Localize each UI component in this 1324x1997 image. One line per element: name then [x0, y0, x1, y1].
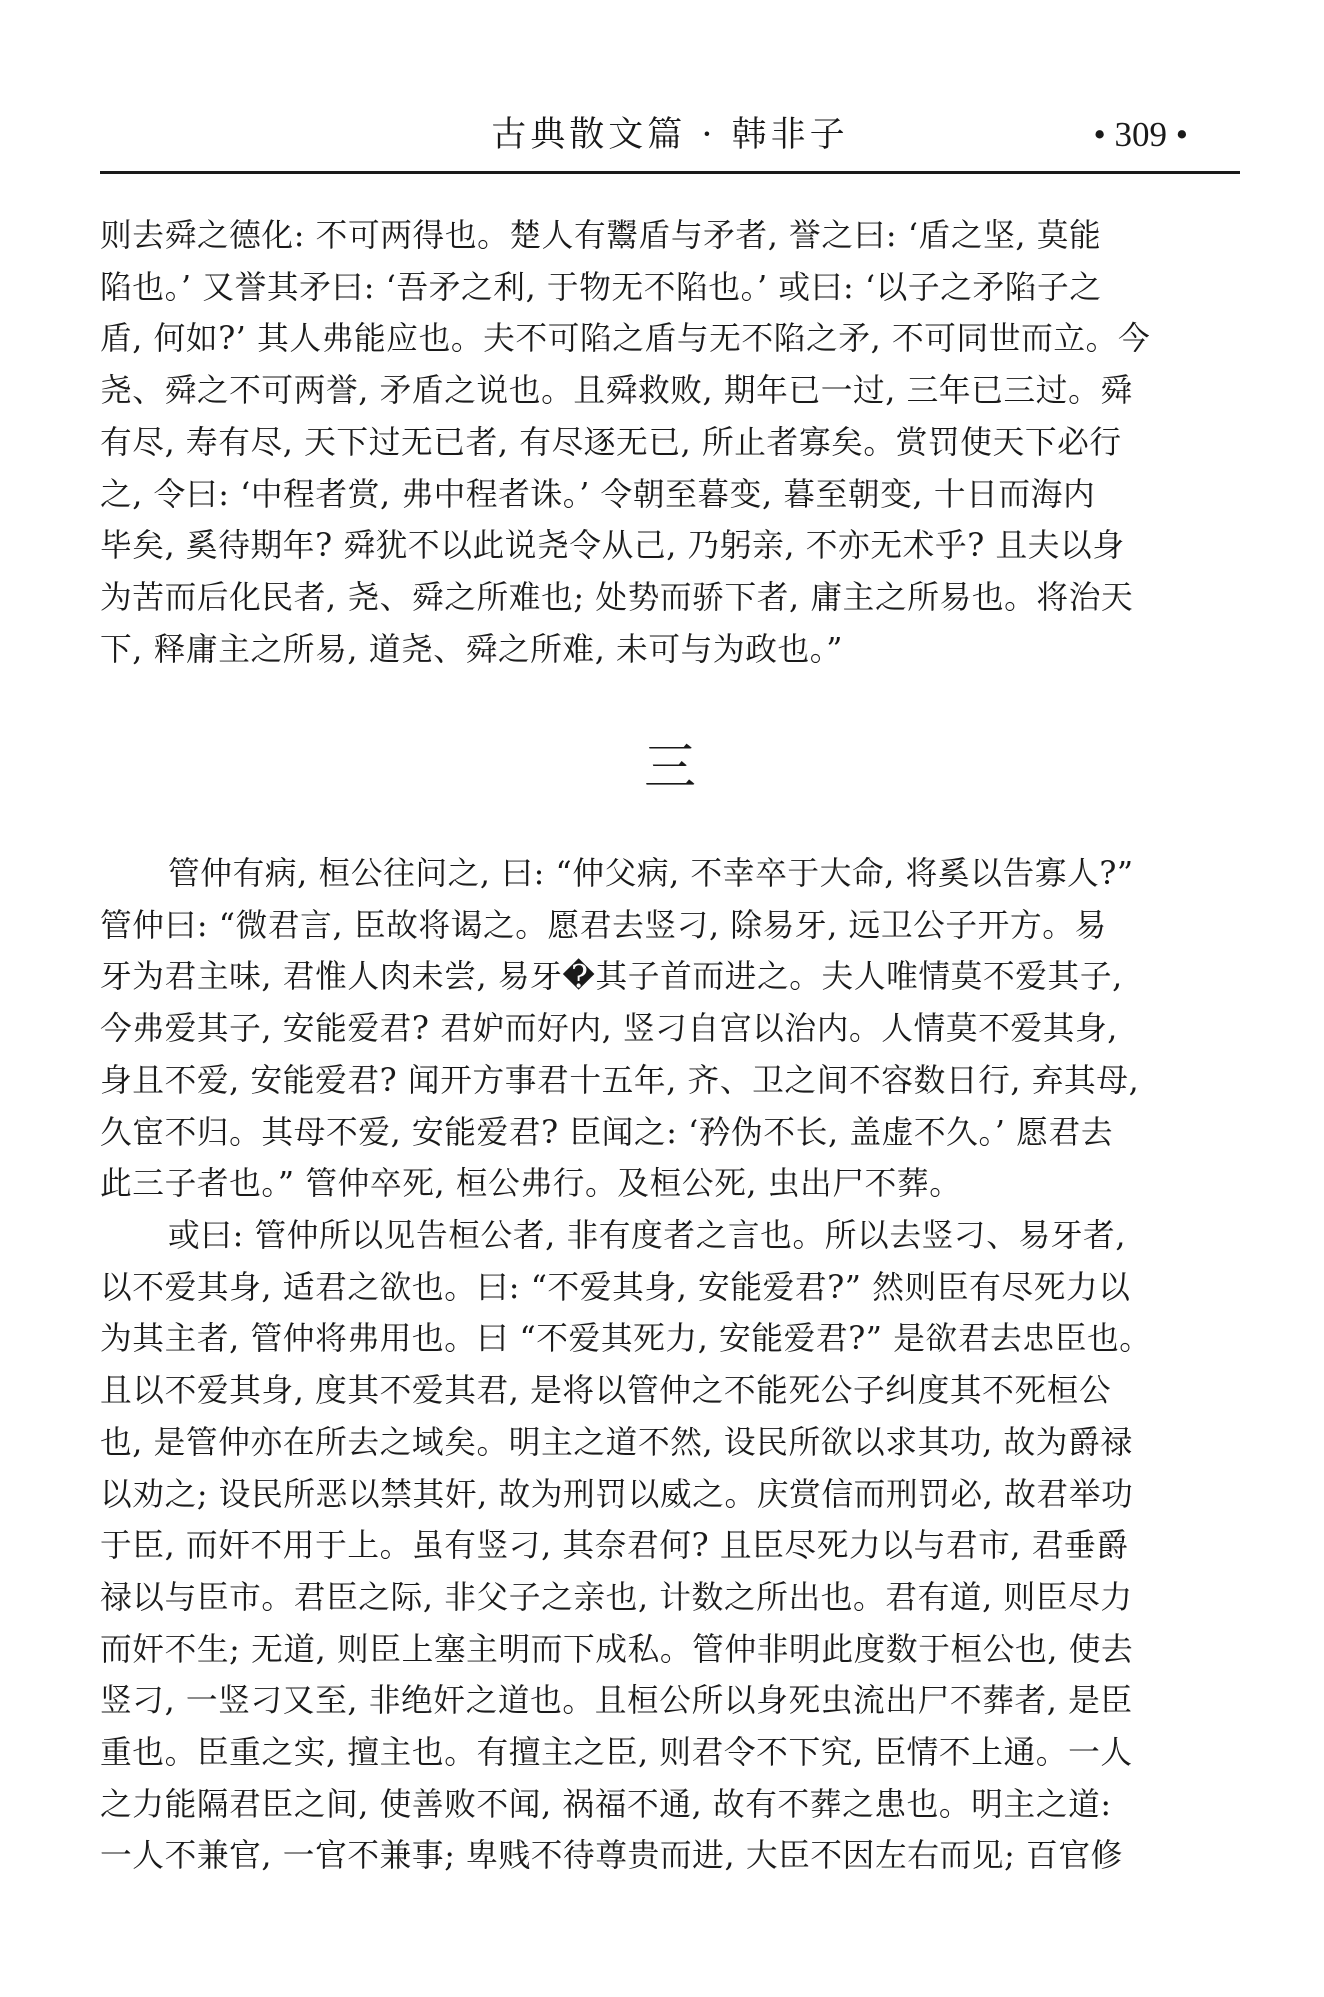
text-line: 有尽, 寿有尽, 天下过无已者, 有尽逐无已, 所止者寡矣。赏罚使天下必行 — [100, 424, 1122, 461]
text-line: 也, 是管仲亦在所去之域矣。明主之道不然, 设民所欲以求其功, 故为爵禄 — [100, 1424, 1133, 1461]
text-line: 或曰: 管仲所以见告桓公者, 非有度者之言也。所以去竖刁、易牙者, — [168, 1218, 1127, 1254]
text-line: 盾, 何如?’ 其人弗能应也。夫不可陷之盾与无不陷之矛, 不可同世而立。今 — [100, 321, 1151, 358]
text-line: 且以不爱其身, 度其不爱其君, 是将以管仲之不能死公子纠度其不死桓公 — [100, 1373, 1112, 1410]
text-line: 则去舜之德化: 不可两得也。楚人有鬻盾与矛者, 誉之曰: ‘盾之坚, 莫能 — [100, 218, 1102, 254]
text-line: 此三子者也。” 管仲卒死, 桓公弗行。及桓公死, 虫出尸不葬。 — [100, 1166, 962, 1203]
text-line: 之, 令曰: ‘中程者赏, 弗中程者诛。’ 令朝至暮变, 暮至朝变, 十日而海内 — [100, 476, 1096, 513]
text-line: 陷也。’ 又誉其矛曰: ‘吾矛之利, 于物无不陷也。’ 或曰: ‘以子之矛陷子之 — [100, 269, 1102, 306]
text-line: 之力能隔君臣之间, 使善败不闻, 祸福不通, 故有不葬之患也。明主之道: — [100, 1786, 1112, 1823]
text-line: 管仲曰: “微君言, 臣故将谒之。愿君去竖刁, 除易牙, 远卫公子开方。易 — [100, 907, 1107, 944]
text-line: 今弗爱其子, 安能爱君? 君妒而好内, 竖刁自宫以治内。人情莫不爱其身, — [100, 1011, 1118, 1048]
text-line: 毕矣, 奚待期年? 舜犹不以此说尧令从己, 乃躬亲, 不亦无术乎? 且夫以身 — [100, 528, 1125, 565]
text-line: 以不爱其身, 适君之欲也。曰: “不爱其身, 安能爱君?” 然则臣有尽死力以 — [100, 1269, 1131, 1306]
text-line: 于臣, 而奸不用于上。虽有竖刁, 其奈君何? 且臣尽死力以与君市, 君垂爵 — [100, 1528, 1129, 1565]
text-line: 尧、舜之不可两誉, 矛盾之说也。且舜救败, 期年已一过, 三年已三过。舜 — [100, 373, 1133, 410]
text-line: 管仲有病, 桓公往问之, 曰: “仲父病, 不幸卒于大命, 将奚以告寡人?” — [168, 856, 1134, 892]
section-heading: 三 — [643, 738, 696, 798]
passage-continued — [100, 211, 1150, 676]
text-line: 竖刁, 一竖刁又至, 非绝奸之道也。且桓公所以身死虫流出尸不葬者, 是臣 — [100, 1683, 1133, 1720]
text-line: 禄以与臣市。君臣之际, 非父子之亲也, 计数之所出也。君有道, 则臣尽力 — [100, 1579, 1133, 1616]
text-line: 为其主者, 管仲将弗用也。曰 “不爱其死力, 安能爱君?” 是欲君去忠臣也。 — [100, 1321, 1152, 1358]
paragraph-guanzhong-illness — [100, 849, 1139, 1211]
paragraph-commentary — [100, 1211, 1152, 1883]
text-line: 身且不爱, 安能爱君? 闻开方事君十五年, 齐、卫之间不容数日行, 弃其母, — [100, 1062, 1140, 1099]
text-line: 下, 释庸主之所易, 道尧、舜之所难, 未可与为政也。” — [100, 631, 844, 668]
text-line: 为苦而后化民者, 尧、舜之所难也; 处势而骄下者, 庸主之所易也。将治天 — [100, 579, 1134, 616]
text-line: 一人不兼官, 一官不兼事; 卑贱不待尊贵而进, 大臣不因左右而见; 百官修 — [100, 1838, 1123, 1875]
running-title: 古典散文篇 · 韩非子 — [491, 115, 849, 155]
text-line: 以劝之; 设民所恶以禁其奸, 故为刑罚以威之。庆赏信而刑罚必, 故君举功 — [100, 1476, 1134, 1513]
page-number: • 309 • — [1093, 115, 1188, 154]
text-line: 牙为君主味, 君惟人肉未尝, 易牙�其子首而进之。夫人唯情莫不爱其子, — [100, 959, 1123, 996]
page-header — [100, 105, 1240, 174]
text-line: 久宦不归。其母不爱, 安能爱君? 臣闻之: ‘矜伪不长, 盖虚不久。’ 愿君去 — [100, 1114, 1114, 1151]
text-line: 重也。臣重之实, 擅主也。有擅主之臣, 则君令不下究, 臣情不上通。一人 — [100, 1735, 1133, 1772]
text-line: 而奸不生; 无道, 则臣上塞主明而下成私。管仲非明此度数于桓公也, 使去 — [100, 1631, 1134, 1668]
